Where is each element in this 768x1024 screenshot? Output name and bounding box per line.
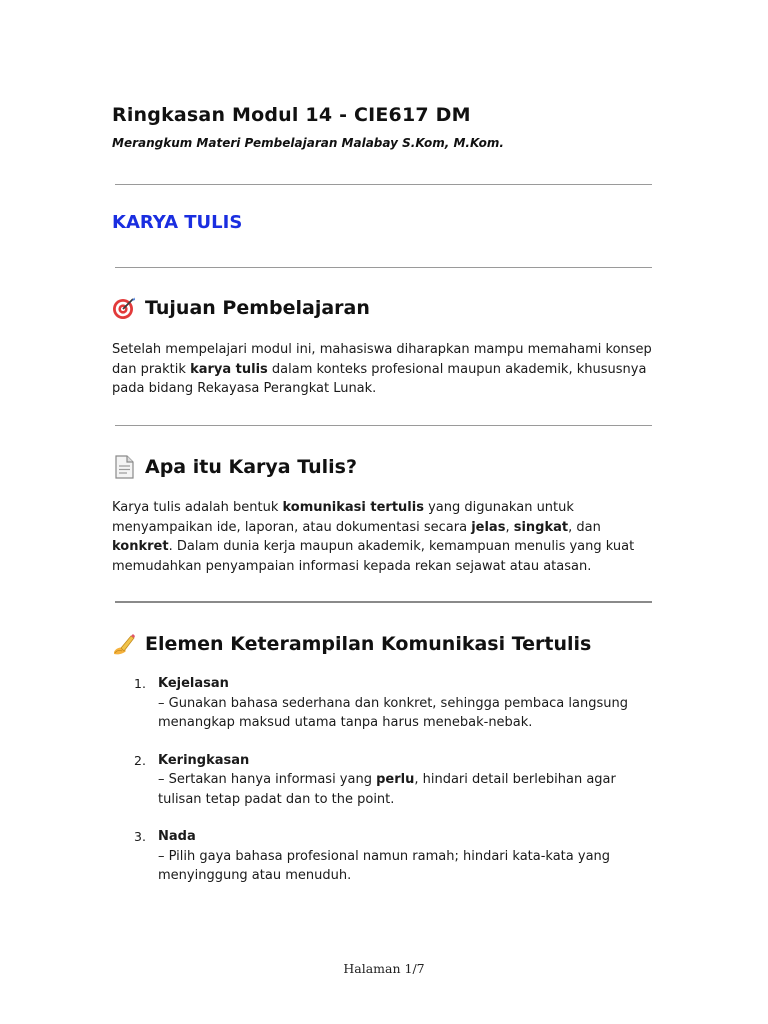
list-number: 2. — [134, 752, 146, 768]
divider — [115, 184, 652, 185]
section-heading-elemen — [112, 632, 591, 656]
section-heading-tujuan — [112, 296, 370, 320]
list-term: Kejelasan — [158, 676, 229, 691]
topic-title: KARYA TULIS — [112, 212, 243, 233]
list-number: 1. — [134, 676, 146, 691]
apa-itu-paragraph: Karya tulis adalah bentuk komunikasi tertulis yang digunakan untuk menyampaikan ide, laporan, atau dokumentasi secara jelas, singkat, dan konkret. Dalam dunia kerja maupun akademik, kemampuan menulis yang kuat memudahkan penyampaian informasi kepada rekan sejawat atau atasan. — [112, 500, 635, 574]
list-description: – Sertakan hanya informasi yang perlu, hindari detail berlebihan agar tulisan tetap padat dan to the point. — [158, 772, 616, 807]
tujuan-paragraph: Setelah mempelajari modul ini, mahasiswa diharapkan mampu memahami konsep dan praktik karya tulis dalam konteks profesional maupun akademik, khususnya pada bidang Rekayasa Perangkat Lunak. — [112, 342, 652, 396]
list-item — [112, 674, 657, 733]
divider — [115, 267, 652, 268]
section-heading-label: Elemen Keterampilan Komunikasi Tertulis — [145, 633, 592, 655]
list-term: Keringkasan — [158, 752, 250, 768]
section-heading-apa-itu — [112, 455, 357, 479]
target-icon — [112, 296, 136, 320]
writing-hand-icon — [112, 632, 136, 656]
elemen-list — [112, 674, 657, 904]
document-subtitle: Merangkum Materi Pembelajaran Malabay S.Kom, M.Kom. — [112, 136, 504, 150]
list-item — [112, 827, 657, 886]
divider — [115, 601, 652, 603]
section-heading-label: Tujuan Pembelajaran — [145, 297, 370, 319]
document-title: Ringkasan Modul 14 - CIE617 DM — [112, 104, 471, 126]
document-icon — [112, 455, 136, 479]
page-number: Halaman 1/7 — [343, 961, 425, 976]
section-heading-label: Apa itu Karya Tulis? — [145, 456, 357, 478]
list-description: – Gunakan bahasa sederhana dan konkret, sehingga pembaca langsung menangkap maksud utama tanpa harus menebak-nebak. — [158, 695, 628, 730]
list-number: 3. — [134, 829, 146, 844]
list-item — [112, 751, 657, 810]
divider — [115, 425, 652, 426]
list-description: – Pilih gaya bahasa profesional namun ramah; hindari kata-kata yang menyinggung atau menuduh. — [158, 848, 611, 883]
list-term: Nada — [158, 829, 196, 844]
